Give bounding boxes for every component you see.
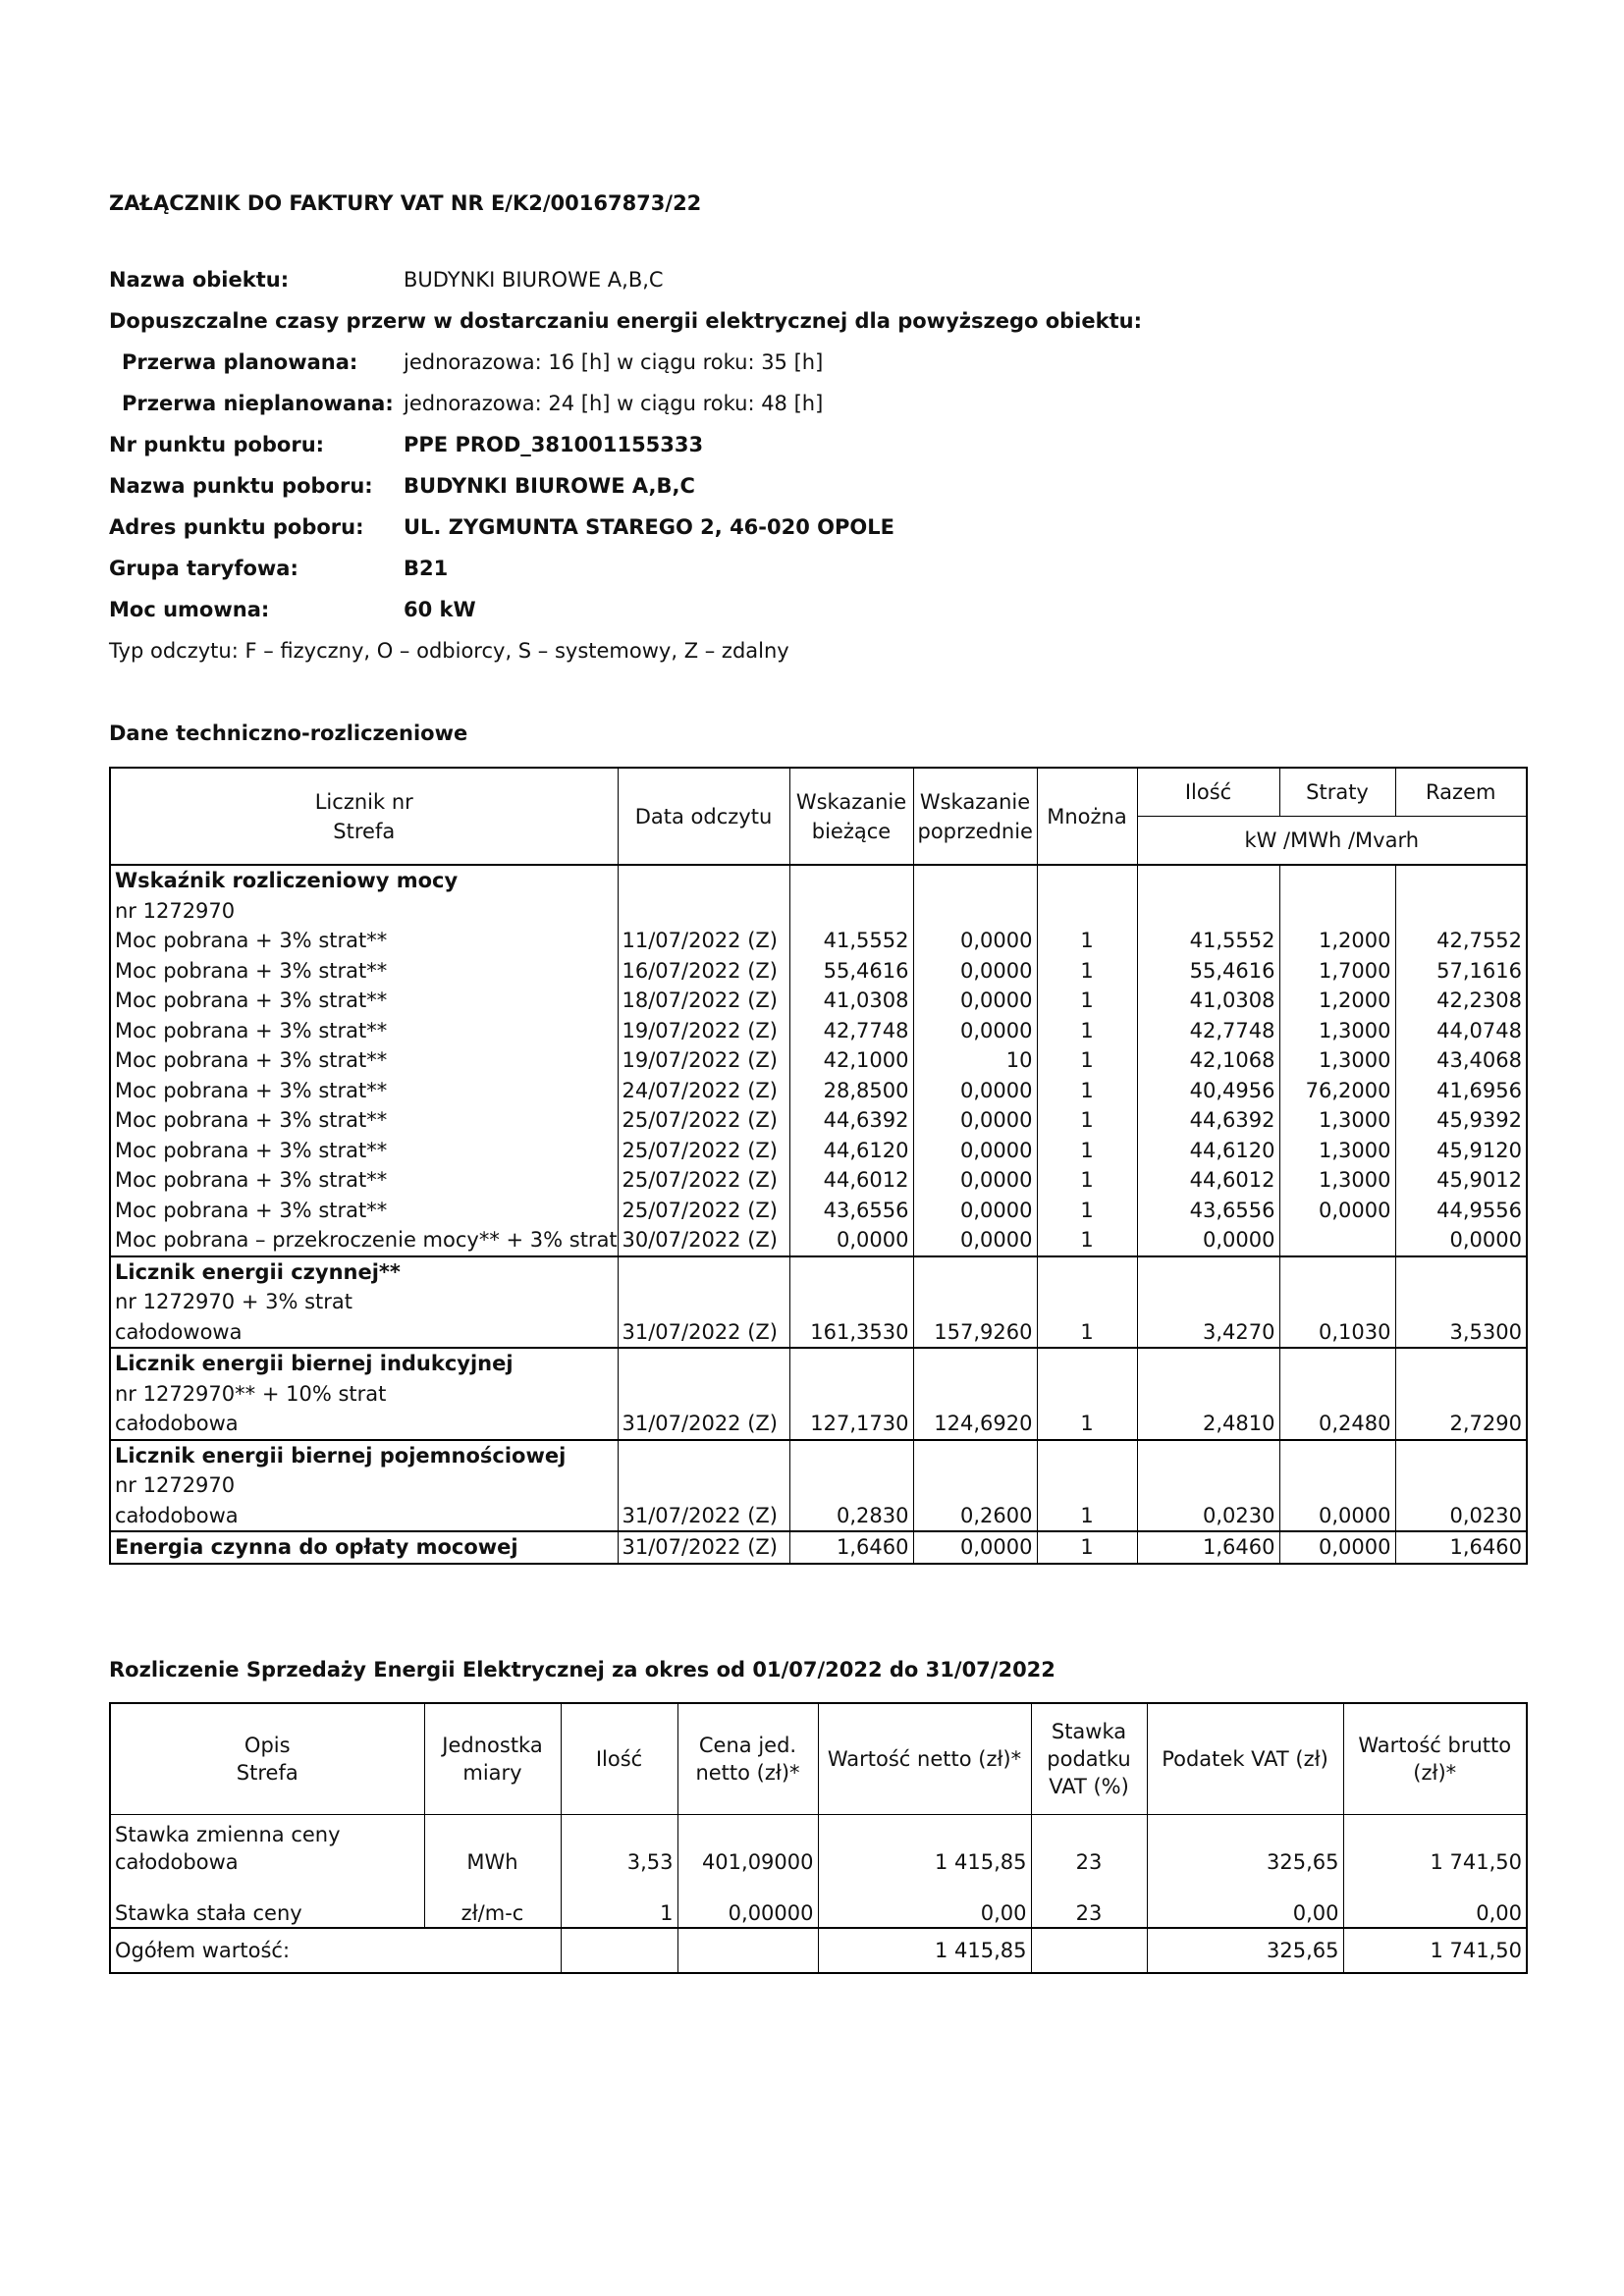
power-reading-qty: 44,6392 (1137, 1105, 1279, 1136)
power-reading-mult: 1 (1037, 986, 1137, 1016)
power-reading-mult: 1 (1037, 956, 1137, 987)
power-fee-group (110, 1531, 1527, 1564)
tech-section-title: Dane techniczno-rozliczeniowe (109, 721, 468, 745)
power-reading-desc: Moc pobrana + 3% strat** (110, 1105, 618, 1136)
power-reading-row (110, 956, 1527, 987)
power-reading-desc: Moc pobrana + 3% strat** (110, 926, 618, 956)
power-reading-date: 18/07/2022 (Z) (618, 986, 789, 1016)
sales-row-desc-l1: Stawka zmienna ceny (115, 1823, 341, 1846)
capacitive-qty: 0,0230 (1137, 1501, 1279, 1532)
sales-row-variable (110, 1815, 1527, 1877)
gross-header: Wartość brutto (zł)* (1343, 1703, 1527, 1815)
power-reading-desc: Moc pobrana + 3% strat** (110, 1045, 618, 1076)
sales-row-fixed (110, 1876, 1527, 1928)
power-reading-total: 42,7552 (1395, 926, 1527, 956)
power-reading-row (110, 1165, 1527, 1196)
active-qty: 3,4270 (1137, 1317, 1279, 1349)
power-value: 60 kW (404, 598, 476, 621)
desc-header-l1: Opis (244, 1734, 291, 1757)
sales-row-rate: 23 (1031, 1876, 1147, 1928)
zone-header: Strefa (333, 819, 396, 843)
power-reading-row (110, 1105, 1527, 1136)
power-reading-cur: 44,6012 (789, 1165, 913, 1196)
capacitive-mult: 1 (1037, 1501, 1137, 1532)
power-reading-prev: 0,0000 (913, 1105, 1037, 1136)
sales-row-net: 1 415,85 (818, 1815, 1031, 1877)
sales-row-price: 401,09000 (677, 1815, 818, 1877)
power-reading-desc: Moc pobrana + 3% strat** (110, 956, 618, 987)
inductive-meter-row (110, 1379, 1527, 1410)
power-group-meter-row (110, 896, 1527, 927)
inductive-prev: 124,6920 (913, 1409, 1037, 1440)
active-title-row (110, 1256, 1527, 1288)
power-reading-prev: 0,0000 (913, 1225, 1037, 1256)
power-reading-cur: 41,5552 (789, 926, 913, 956)
power-fee-qty: 1,6460 (1137, 1531, 1279, 1564)
power-reading-prev: 0,0000 (913, 986, 1037, 1016)
power-reading-prev: 0,0000 (913, 1196, 1037, 1226)
planned-label: Przerwa planowana: (122, 350, 358, 374)
capacitive-prev: 0,2600 (913, 1501, 1037, 1532)
capacitive-total: 0,0230 (1395, 1501, 1527, 1532)
unplanned-label: Przerwa nieplanowana: (122, 392, 394, 415)
point-name-row (109, 465, 1523, 507)
current-header-l2: bieżące (811, 819, 892, 843)
power-reading-date: 25/07/2022 (Z) (618, 1165, 789, 1196)
power-fee-prev: 0,0000 (913, 1531, 1037, 1564)
power-reading-qty: 41,0308 (1137, 986, 1279, 1016)
power-reading-cur: 42,1000 (789, 1045, 913, 1076)
power-reading-desc: Moc pobrana + 3% strat** (110, 986, 618, 1016)
power-reading-total: 44,9556 (1395, 1196, 1527, 1226)
power-reading-mult: 1 (1037, 1076, 1137, 1106)
power-reading-cur: 55,4616 (789, 956, 913, 987)
total-gross: 1 741,50 (1343, 1928, 1527, 1973)
active-loss: 0,1030 (1279, 1317, 1395, 1349)
inductive-data-row (110, 1409, 1527, 1440)
power-reading-mult: 1 (1037, 1016, 1137, 1046)
power-reading-cur: 41,0308 (789, 986, 913, 1016)
power-reading-cur: 0,0000 (789, 1225, 913, 1256)
power-group (110, 865, 1527, 1256)
meter-zone-header (110, 768, 618, 865)
sales-section-title: Rozliczenie Sprzedaży Energii Elektrycznej za okres od 01/07/2022 do 31/07/2022 (109, 1658, 1056, 1682)
power-reading-prev: 0,0000 (913, 1136, 1037, 1166)
power-reading-cur: 44,6120 (789, 1136, 913, 1166)
ppe-label: Nr punktu poboru: (109, 433, 325, 456)
power-reading-row (110, 1045, 1527, 1076)
power-reading-total: 43,4068 (1395, 1045, 1527, 1076)
object-name-row (109, 259, 1523, 300)
power-reading-desc: Moc pobrana + 3% strat** (110, 1196, 618, 1226)
power-reading-total: 45,9392 (1395, 1105, 1527, 1136)
power-reading-mult: 1 (1037, 1165, 1137, 1196)
previous-header-l2: poprzednie (917, 819, 1033, 843)
sales-row-net: 0,00 (818, 1876, 1031, 1928)
tariff-value: B21 (404, 557, 449, 580)
capacitive-data-row (110, 1501, 1527, 1532)
power-reading-loss (1279, 1225, 1395, 1256)
power-reading-cur: 28,8500 (789, 1076, 913, 1106)
tariff-row (109, 548, 1523, 589)
active-meter: nr 1272970 + 3% strat (110, 1287, 618, 1317)
desc-header (110, 1703, 424, 1815)
sales-header-row (110, 1703, 1527, 1815)
total-header: Razem (1395, 768, 1527, 817)
power-reading-row (110, 986, 1527, 1016)
active-total: 3,5300 (1395, 1317, 1527, 1349)
power-reading-total: 45,9120 (1395, 1136, 1527, 1166)
capacitive-meter-row (110, 1470, 1527, 1501)
inductive-title-row (110, 1348, 1527, 1379)
power-fee-loss: 0,0000 (1279, 1531, 1395, 1564)
meter-header: Licznik nr (314, 789, 413, 814)
power-fee-mult: 1 (1037, 1531, 1137, 1564)
capacitive-title: Licznik energii biernej pojemnościowej (110, 1440, 618, 1471)
power-reading-qty: 0,0000 (1137, 1225, 1279, 1256)
sales-row-vat: 0,00 (1147, 1876, 1343, 1928)
power-reading-row (110, 1076, 1527, 1106)
capacitive-cur: 0,2830 (789, 1501, 913, 1532)
power-reading-qty: 43,6556 (1137, 1196, 1279, 1226)
power-reading-mult: 1 (1037, 1105, 1137, 1136)
sales-row-gross: 0,00 (1343, 1876, 1527, 1928)
qty-header: Ilość (561, 1703, 677, 1815)
unplanned-row (109, 383, 1523, 424)
power-reading-total: 44,0748 (1395, 1016, 1527, 1046)
inductive-qty: 2,4810 (1137, 1409, 1279, 1440)
power-reading-total: 42,2308 (1395, 986, 1527, 1016)
power-reading-loss: 76,2000 (1279, 1076, 1395, 1106)
object-info (109, 259, 1523, 671)
power-reading-total: 41,6956 (1395, 1076, 1527, 1106)
ppe-row (109, 424, 1523, 465)
power-fee-total: 1,6460 (1395, 1531, 1527, 1564)
power-reading-qty: 44,6012 (1137, 1165, 1279, 1196)
power-reading-date: 25/07/2022 (Z) (618, 1136, 789, 1166)
inductive-energy-group (110, 1348, 1527, 1440)
sales-row-unit: zł/m-c (424, 1876, 561, 1928)
unplanned-value: jednorazowa: 24 [h] w ciągu roku: 48 [h] (404, 392, 824, 415)
vat-header: Podatek VAT (zł) (1147, 1703, 1343, 1815)
capacitive-date: 31/07/2022 (Z) (618, 1501, 789, 1532)
power-group-title-row (110, 865, 1527, 896)
power-reading-row (110, 1136, 1527, 1166)
power-row (109, 589, 1523, 630)
tech-header-row (110, 768, 1527, 817)
power-reading-qty: 55,4616 (1137, 956, 1279, 987)
active-title: Licznik energii czynnej** (110, 1256, 618, 1288)
net-header: Wartość netto (zł)* (818, 1703, 1031, 1815)
sales-row-price: 0,00000 (677, 1876, 818, 1928)
power-label: Moc umowna: (109, 598, 270, 621)
power-reading-mult: 1 (1037, 1136, 1137, 1166)
total-net: 1 415,85 (818, 1928, 1031, 1973)
current-header-l1: Wskazanie (795, 789, 907, 814)
inductive-zone: całodobowa (110, 1409, 618, 1440)
total-label: Ogółem wartość: (110, 1928, 561, 1973)
active-mult: 1 (1037, 1317, 1137, 1349)
sales-row-vat: 325,65 (1147, 1815, 1343, 1877)
power-reading-loss: 1,3000 (1279, 1165, 1395, 1196)
sales-table (109, 1702, 1528, 1974)
active-date: 31/07/2022 (Z) (618, 1317, 789, 1349)
power-reading-cur: 43,6556 (789, 1196, 913, 1226)
power-reading-date: 25/07/2022 (Z) (618, 1196, 789, 1226)
sales-row-rate: 23 (1031, 1815, 1147, 1877)
power-reading-desc: Moc pobrana + 3% strat** (110, 1136, 618, 1166)
previous-header-l1: Wskazanie (919, 789, 1031, 814)
capacitive-meter: nr 1272970 (110, 1470, 618, 1501)
capacitive-loss: 0,0000 (1279, 1501, 1395, 1532)
power-fee-cur: 1,6460 (789, 1531, 913, 1564)
address-row (109, 507, 1523, 548)
power-reading-date: 19/07/2022 (Z) (618, 1045, 789, 1076)
date-header: Data odczytu (618, 768, 789, 865)
power-reading-qty: 40,4956 (1137, 1076, 1279, 1106)
power-reading-total: 57,1616 (1395, 956, 1527, 987)
units-header: kW /MWh /Mvarh (1137, 817, 1527, 866)
power-reading-loss: 1,3000 (1279, 1016, 1395, 1046)
page-title: ZAŁĄCZNIK DO FAKTURY VAT NR E/K2/00167873/22 (109, 191, 702, 215)
active-zone: całodowowa (110, 1317, 618, 1349)
reading-types-row (109, 630, 1523, 671)
sales-row-unit: MWh (424, 1815, 561, 1877)
power-reading-cur: 42,7748 (789, 1016, 913, 1046)
sales-total-row (110, 1928, 1527, 1973)
object-name-value: BUDYNKI BIUROWE A,B,C (404, 268, 664, 292)
address-value: UL. ZYGMUNTA STAREGO 2, 46-020 OPOLE (404, 515, 894, 539)
sales-row-zone: całodobowa (115, 1850, 239, 1874)
power-reading-row (110, 926, 1527, 956)
power-reading-mult: 1 (1037, 1045, 1137, 1076)
inductive-date: 31/07/2022 (Z) (618, 1409, 789, 1440)
power-reading-row (110, 1196, 1527, 1226)
rate-header: Stawka podatku VAT (%) (1031, 1703, 1147, 1815)
power-reading-date: 30/07/2022 (Z) (618, 1225, 789, 1256)
sales-row-qty: 1 (561, 1876, 677, 1928)
tech-table (109, 767, 1528, 1565)
power-reading-qty: 44,6120 (1137, 1136, 1279, 1166)
inductive-total: 2,7290 (1395, 1409, 1527, 1440)
power-fee-row (110, 1531, 1527, 1564)
interruptions-heading: Dopuszczalne czasy przerw w dostarczaniu energii elektrycznej dla powyższego obiektu: (109, 309, 1142, 333)
active-data-row (110, 1317, 1527, 1349)
inductive-loss: 0,2480 (1279, 1409, 1395, 1440)
current-header (789, 768, 913, 865)
point-name-label: Nazwa punktu poboru: (109, 474, 373, 498)
power-reading-desc: Moc pobrana + 3% strat** (110, 1165, 618, 1196)
planned-value: jednorazowa: 16 [h] w ciągu roku: 35 [h] (404, 350, 824, 374)
reading-types: Typ odczytu: F – fizyczny, O – odbiorcy, S – systemowy, Z – zdalny (109, 639, 789, 663)
power-fee-title: Energia czynna do opłaty mocowej (110, 1531, 618, 1564)
power-reading-qty: 42,7748 (1137, 1016, 1279, 1046)
power-reading-total: 45,9012 (1395, 1165, 1527, 1196)
unit-header: Jednostka miary (424, 1703, 561, 1815)
previous-header (913, 768, 1037, 865)
inductive-cur: 127,1730 (789, 1409, 913, 1440)
power-reading-total: 0,0000 (1395, 1225, 1527, 1256)
power-reading-desc: Moc pobrana + 3% strat** (110, 1016, 618, 1046)
power-reading-row (110, 1225, 1527, 1256)
capacitive-title-row (110, 1440, 1527, 1471)
power-reading-qty: 42,1068 (1137, 1045, 1279, 1076)
power-reading-loss: 1,2000 (1279, 986, 1395, 1016)
power-reading-loss: 1,2000 (1279, 926, 1395, 956)
sales-row-gross: 1 741,50 (1343, 1815, 1527, 1877)
inductive-meter: nr 1272970** + 10% strat (110, 1379, 618, 1410)
power-reading-prev: 0,0000 (913, 1076, 1037, 1106)
power-reading-date: 25/07/2022 (Z) (618, 1105, 789, 1136)
active-meter-row (110, 1287, 1527, 1317)
power-reading-mult: 1 (1037, 926, 1137, 956)
power-reading-loss: 1,3000 (1279, 1105, 1395, 1136)
inductive-mult: 1 (1037, 1409, 1137, 1440)
total-vat: 325,65 (1147, 1928, 1343, 1973)
power-reading-prev: 0,0000 (913, 1165, 1037, 1196)
power-reading-prev: 0,0000 (913, 956, 1037, 987)
power-reading-prev: 0,0000 (913, 926, 1037, 956)
active-prev: 157,9260 (913, 1317, 1037, 1349)
power-fee-date: 31/07/2022 (Z) (618, 1531, 789, 1564)
power-reading-mult: 1 (1037, 1196, 1137, 1226)
sales-row-desc (110, 1815, 424, 1877)
active-energy-group (110, 1256, 1527, 1349)
price-header: Cena jed. netto (zł)* (677, 1703, 818, 1815)
multiplier-header: Mnożna (1037, 768, 1137, 865)
power-reading-desc: Moc pobrana + 3% strat** (110, 1076, 618, 1106)
power-reading-loss: 0,0000 (1279, 1196, 1395, 1226)
power-reading-qty: 41,5552 (1137, 926, 1279, 956)
object-name-label: Nazwa obiektu: (109, 268, 290, 292)
power-reading-desc: Moc pobrana – przekroczenie mocy** + 3% strat (110, 1225, 618, 1256)
desc-header-l2: Strefa (236, 1761, 298, 1785)
power-group-meter: nr 1272970 (110, 896, 618, 927)
address-label: Adres punktu poboru: (109, 515, 364, 539)
capacitive-zone: całodobowa (110, 1501, 618, 1532)
power-reading-date: 19/07/2022 (Z) (618, 1016, 789, 1046)
power-reading-cur: 44,6392 (789, 1105, 913, 1136)
power-group-title: Wskaźnik rozliczeniowy mocy (110, 865, 618, 896)
inductive-title: Licznik energii biernej indukcyjnej (110, 1348, 618, 1379)
interruptions-heading-row (109, 300, 1523, 342)
losses-header: Straty (1279, 768, 1395, 817)
power-reading-loss: 1,7000 (1279, 956, 1395, 987)
power-reading-date: 11/07/2022 (Z) (618, 926, 789, 956)
power-reading-mult: 1 (1037, 1225, 1137, 1256)
capacitive-energy-group (110, 1440, 1527, 1532)
ppe-value: PPE PROD_381001155333 (404, 433, 704, 456)
planned-row (109, 342, 1523, 383)
sales-row-qty: 3,53 (561, 1815, 677, 1877)
power-reading-loss: 1,3000 (1279, 1045, 1395, 1076)
tariff-label: Grupa taryfowa: (109, 557, 298, 580)
point-name-value: BUDYNKI BIUROWE A,B,C (404, 474, 695, 498)
power-reading-loss: 1,3000 (1279, 1136, 1395, 1166)
quantity-header: Ilość (1137, 768, 1279, 817)
power-reading-date: 16/07/2022 (Z) (618, 956, 789, 987)
power-reading-prev: 10 (913, 1045, 1037, 1076)
sales-row-desc: Stawka stała ceny (110, 1876, 424, 1928)
power-reading-prev: 0,0000 (913, 1016, 1037, 1046)
power-reading-date: 24/07/2022 (Z) (618, 1076, 789, 1106)
power-reading-row (110, 1016, 1527, 1046)
active-cur: 161,3530 (789, 1317, 913, 1349)
